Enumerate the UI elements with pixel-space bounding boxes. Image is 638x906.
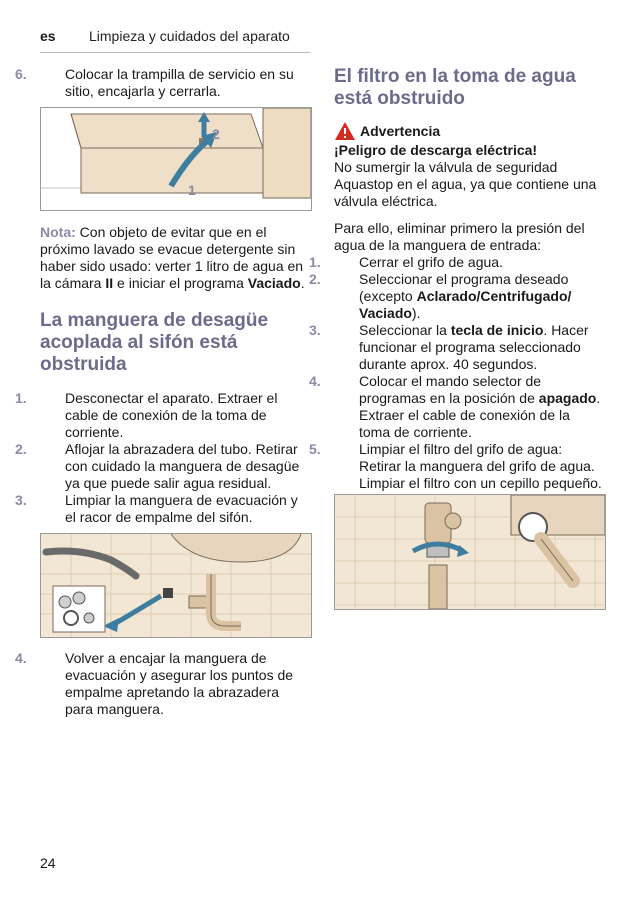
- step-number: 5.: [309, 441, 321, 457]
- step-text-b: . Extraer el cable de conexión de la toma de corriente.: [359, 390, 601, 440]
- section-title: Limpieza y cuidados del aparato: [89, 28, 290, 44]
- note: [40, 224, 310, 292]
- left-column-middle: [15, 224, 310, 526]
- page-header: [40, 28, 290, 44]
- inlet-step-1: [309, 254, 604, 271]
- left-column-top: [15, 66, 310, 100]
- inlet-step-5: [309, 441, 604, 492]
- service-flap-illustration: [41, 108, 311, 210]
- figure-label-1: 1: [188, 182, 196, 198]
- note-text-a: Con objeto de evitar que en el próximo lavado se evacue detergente sin haber sido usado: verter 1 litro de agua en la cámara: [40, 224, 304, 291]
- step-text-a: Seleccionar la: [359, 322, 451, 338]
- inlet-step-4: [309, 373, 604, 441]
- warning-text: No sumergir la válvula de seguridad Aquastop en el agua, ya que contiene una válvula eléctrica.: [334, 159, 597, 209]
- step-text-a: Seleccionar el programa deseado (excepto: [359, 271, 569, 304]
- step-number: 3.: [309, 322, 321, 338]
- step-text-b: Limpiar el filtro con un cepillo pequeño.: [359, 475, 602, 491]
- right-column: [309, 66, 604, 492]
- step-text: Desconectar el aparato. Extraer el cable de conexión de la toma de corriente.: [65, 390, 278, 440]
- note-bold-a: II: [105, 275, 114, 291]
- tap-filter-illustration: [335, 495, 605, 609]
- siphon-figure: [40, 533, 312, 638]
- step-number: 4.: [15, 650, 27, 666]
- language-code: es: [40, 28, 56, 44]
- step-text: Limpiar la manguera de evacuación y el racor de empalme del sifón.: [65, 492, 298, 525]
- step-text-b: . Hacer funcionar el programa seleccionado durante aprox. 40 segundos.: [359, 322, 589, 372]
- drain-step-4: [15, 650, 310, 718]
- page-number: 24: [40, 855, 56, 871]
- header-divider: [40, 52, 310, 53]
- warning-triangle-icon: [334, 121, 356, 141]
- warning-subtitle: ¡Peligro de descarga eléctrica!: [334, 142, 538, 158]
- step-text: Cerrar el grifo de agua.: [359, 254, 503, 270]
- warning-title: Advertencia: [360, 122, 441, 139]
- step-number: 3.: [15, 492, 27, 508]
- left-column-bottom: [15, 650, 310, 718]
- warning-box: [334, 120, 604, 210]
- step-6: [15, 66, 310, 100]
- drain-step-2: [15, 441, 310, 492]
- drain-hose-heading: La manguera de desagüe acoplada al sifón está obstruida: [40, 310, 269, 375]
- drain-step-1: [15, 390, 310, 441]
- step-number: 1.: [15, 390, 27, 406]
- step-text-b: ).: [411, 305, 421, 321]
- siphon-illustration: [41, 534, 311, 637]
- step-bold: Aclarado/Centrifugado/ Vaciado: [359, 288, 572, 321]
- step-bold: apagado: [538, 390, 597, 406]
- note-text-c: .: [300, 275, 305, 291]
- drain-step-3: [15, 492, 310, 526]
- step-bold: tecla de inicio: [450, 322, 544, 338]
- step-text: Volver a encajar la manguera de evacuación y asegurar los puntos de empalme apretando la abrazadera para manguera.: [65, 650, 294, 717]
- note-bold-b: Vaciado: [247, 275, 301, 291]
- step-number: 2.: [15, 441, 27, 457]
- step-text-a: Limpiar el filtro del grifo de agua: Retirar la manguera del grifo de agua.: [359, 441, 595, 474]
- step-number: 4.: [309, 373, 321, 389]
- tap-filter-figure: [334, 494, 606, 610]
- step-number: 1.: [309, 254, 321, 270]
- inlet-filter-heading: El filtro en la toma de agua está obstruido: [334, 66, 576, 109]
- note-label: Nota:: [40, 224, 76, 240]
- inlet-step-3: [309, 322, 604, 373]
- note-text-b: e iniciar el programa: [113, 275, 248, 291]
- warning-title-row: [334, 120, 604, 142]
- step-number: 6.: [15, 66, 27, 82]
- figure-label-2: 2: [212, 126, 220, 142]
- intro-text: Para ello, eliminar primero la presión del agua de la manguera de entrada:: [334, 220, 585, 253]
- service-flap-figure: [40, 107, 312, 211]
- inlet-step-2: [309, 271, 604, 322]
- step-text-a: Colocar el mando selector de programas en la posición de: [359, 373, 542, 406]
- drain-hose-steps: [15, 390, 310, 526]
- step-number: 2.: [309, 271, 321, 287]
- step-text: Colocar la trampilla de servicio en su sitio, encajarla y cerrarla.: [65, 66, 294, 99]
- step-text: Aflojar la abrazadera del tubo. Retirar con cuidado la manguera de desagüe ya que puede salir agua residual.: [65, 441, 300, 491]
